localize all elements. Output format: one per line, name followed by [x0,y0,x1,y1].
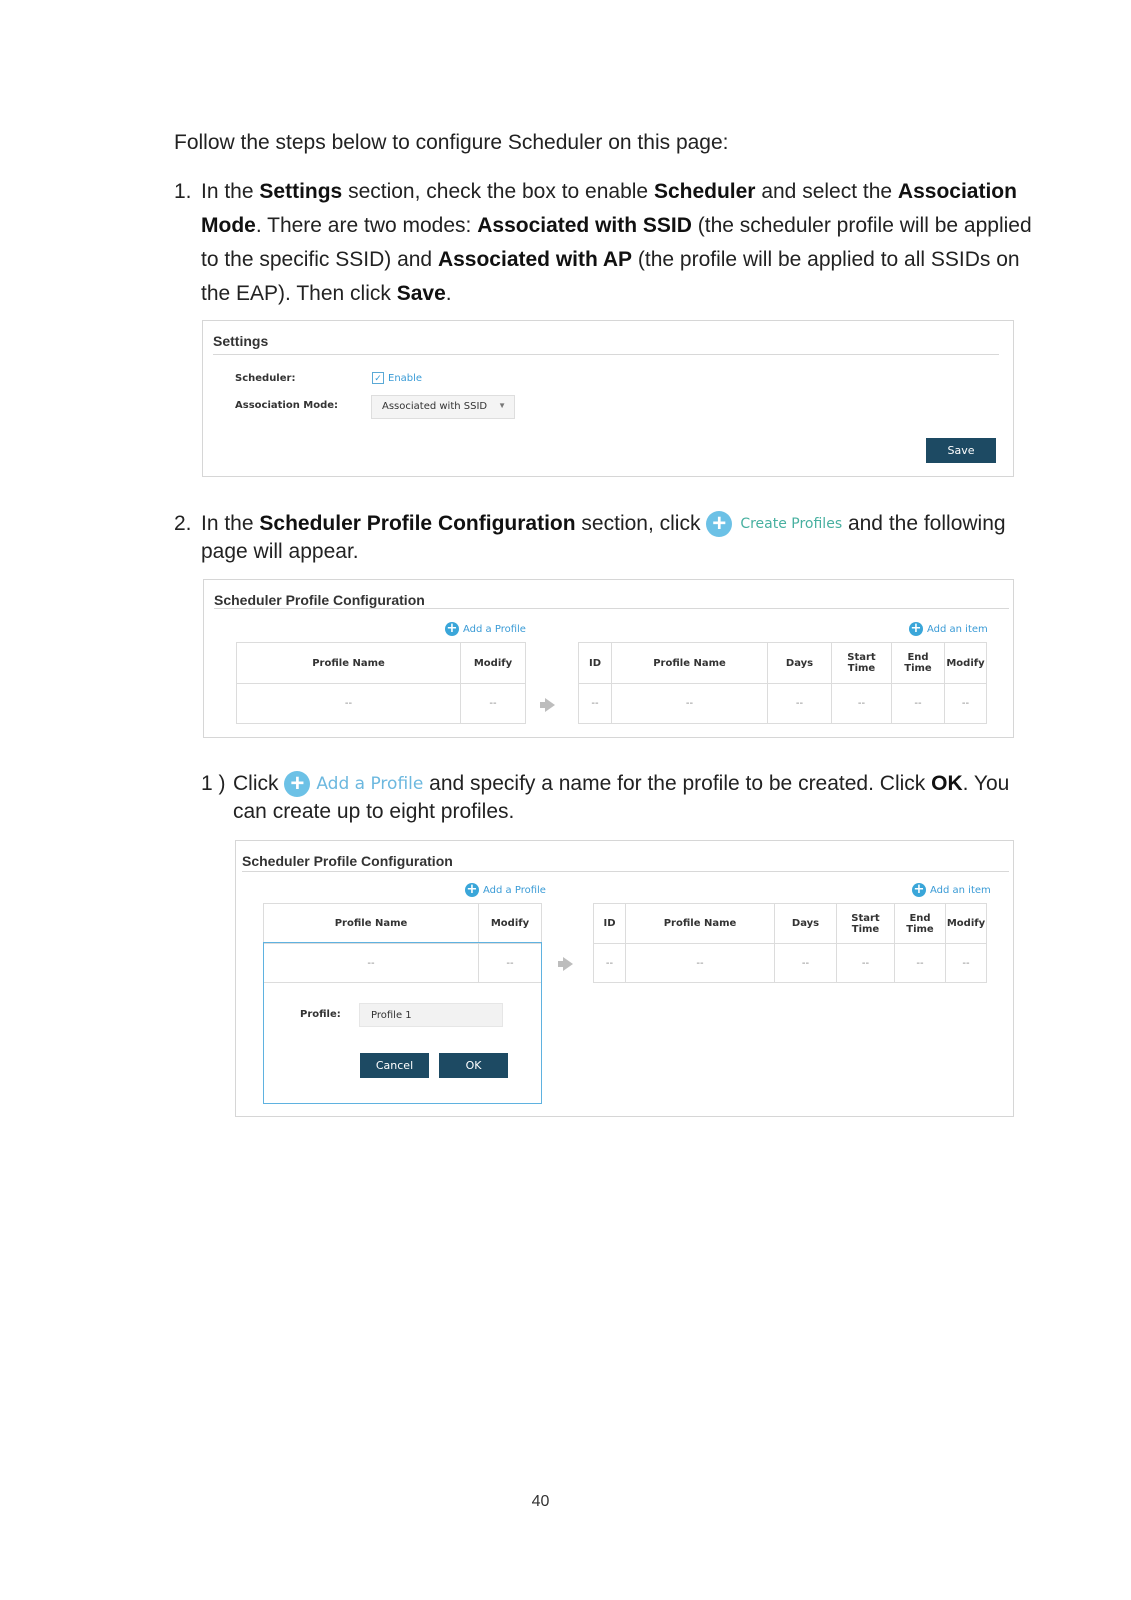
add-profile-link[interactable]: + Add a Profile [446,621,526,636]
add-item-link[interactable]: + Add an item [913,882,991,897]
create-profiles-link[interactable]: + Create Profiles [706,507,842,541]
table-cell: -- [945,684,987,724]
column-header: Start Time [837,904,895,944]
column-header: Days [775,904,837,944]
add-icon: + [284,771,310,797]
column-header: ID [594,904,626,944]
panel-title: Scheduler Profile Configuration [242,853,453,869]
table-cell: -- [837,944,895,983]
add-item-link[interactable]: + Add an item [910,621,988,636]
divider [213,354,999,355]
add-profile-dialog [263,942,542,1104]
column-header: Modify [479,904,542,944]
add-icon: + [466,882,478,897]
table-cell: -- [264,944,479,983]
table-cell: -- [237,684,461,724]
column-header: Profile Name [264,904,479,944]
association-mode-label: Association Mode: [235,400,339,411]
intro-text: Follow the steps below to configure Scheduler on this page: [174,131,729,154]
profile-name-input[interactable] [359,1003,503,1027]
enable-label: Enable [388,372,423,384]
enable-checkbox[interactable] [372,372,422,384]
ok-button[interactable]: OK [439,1053,508,1078]
column-header: Days [768,643,832,684]
step1-number: 1. [174,180,192,203]
items-table [578,642,987,724]
arrow-right-icon [545,698,555,712]
step2-text-line2: page will appear. [201,540,359,563]
table-cell: -- [579,684,612,724]
scheduler-profile-panel [203,579,1014,738]
items-table [593,903,987,983]
association-mode-value: Associated with SSID [382,401,488,412]
column-header: Profile Name [612,643,768,684]
column-header: Start Time [832,643,892,684]
substep-text-line2: can create up to eight profiles. [233,800,515,823]
substep-number: 1 ) [201,772,226,795]
page-number: 40 [531,1493,550,1510]
chevron-down-icon: ▼ [498,401,506,410]
column-header: Modify [946,904,987,944]
profile-table [236,642,526,724]
table-cell: -- [594,944,626,983]
table-cell: -- [775,944,837,983]
column-header: Modify [945,643,987,684]
arrow-right-icon [563,957,573,971]
step1-text: In the Settings section, check the box to enable Scheduler and select the Association Mode. There are two modes: Associated with SSID (the scheduler profile will be applied to the specific SSID) and Associated with AP (the profile will be applied to all SSIDs on the EAP). Then click Save. [201,180,1032,305]
table-cell: -- [612,684,768,724]
add-icon: + [706,511,732,537]
cancel-button[interactable]: Cancel [360,1053,429,1078]
table-cell: -- [461,684,526,724]
panel-title: Scheduler Profile Configuration [214,592,425,608]
table-cell: -- [946,944,987,983]
scheduler-label: Scheduler: [235,373,296,384]
table-cell: -- [895,944,946,983]
add-icon: + [910,621,922,636]
column-header: ID [579,643,612,684]
column-header: Profile Name [237,643,461,684]
substep-text: Click + Add a Profile and specify a name for the profile to be created. Click OK. You [233,767,1013,801]
scheduler-profile-panel-dialog [235,840,1014,1117]
save-button[interactable]: Save [926,438,996,463]
column-header: End Time [895,904,946,944]
settings-title: Settings [213,333,269,349]
add-icon: + [913,882,925,897]
add-icon: + [446,621,458,636]
add-profile-link[interactable]: + Add a Profile [466,882,546,897]
table-cell: -- [768,684,832,724]
divider [214,608,1009,609]
divider [242,871,1009,872]
table-cell: -- [832,684,892,724]
column-header: Profile Name [626,904,775,944]
column-header: End Time [892,643,945,684]
profile-label: Profile: [300,1009,341,1020]
association-mode-select[interactable] [371,395,515,419]
settings-panel [202,320,1014,477]
step2-text: In the Scheduler Profile Configuration section, click + Create Profiles and the following [201,507,1013,541]
table-cell: -- [626,944,775,983]
table-cell: -- [892,684,945,724]
table-cell: -- [479,944,542,983]
checkbox-checked-icon: ✓ [372,372,384,384]
step2-number: 2. [174,512,192,535]
column-header: Modify [461,643,526,684]
profile-name-value: Profile 1 [371,1010,412,1021]
add-profile-inline-link[interactable]: + Add a Profile [284,767,423,801]
